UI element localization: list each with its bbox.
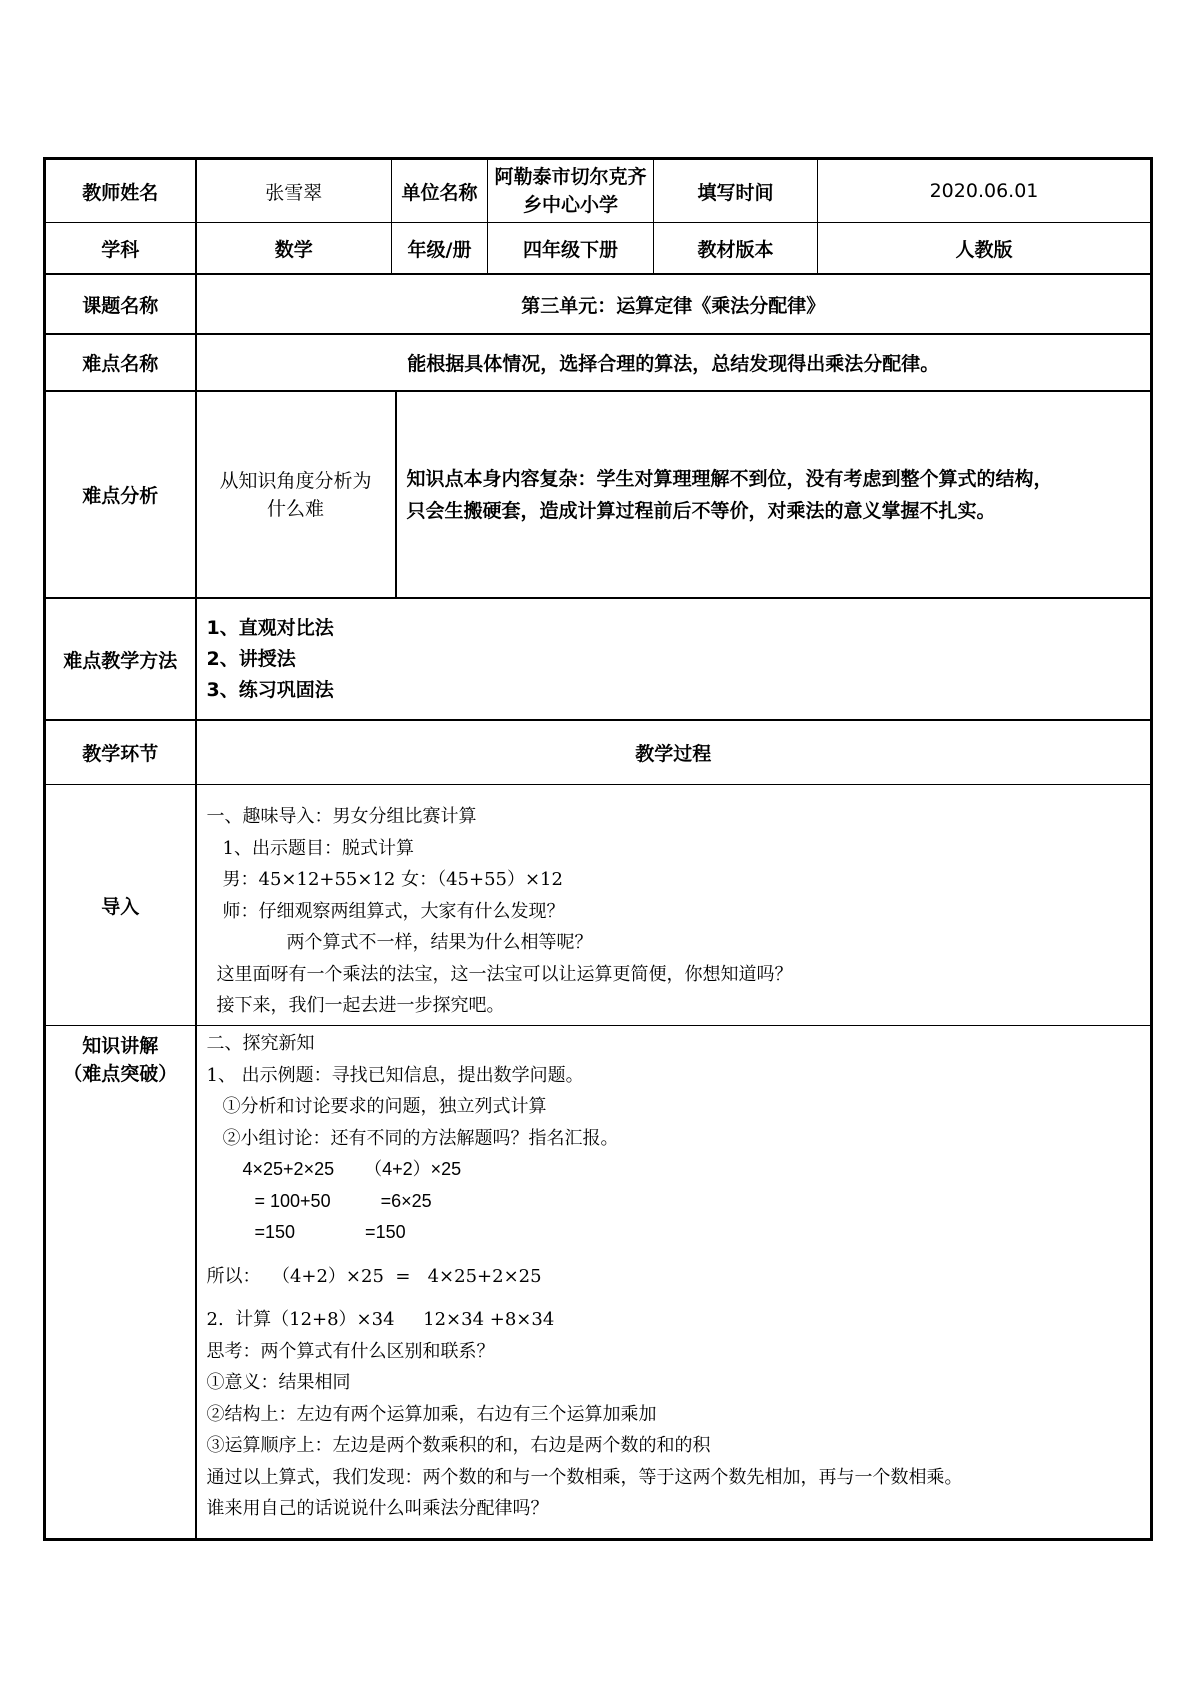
stage-label: 教学环节	[46, 720, 196, 785]
lesson-plan-table	[43, 157, 1153, 1541]
teacher-name-label: 教师姓名	[46, 160, 196, 223]
subject-label: 学科	[46, 223, 196, 275]
method-item: 3、练习巩固法	[206, 678, 334, 701]
knowledge-label-line1: 知识讲解	[82, 1035, 159, 1057]
analysis-cell	[196, 391, 1151, 598]
intro-line: 这里面呀有一个乘法的法宝，这一法宝可以让运算更简便，你想知道吗？	[216, 963, 793, 985]
unit-name-line1: 阿勒泰市切尔克齐	[494, 166, 647, 188]
topic-value: 第三单元：运算定律《乘法分配律》	[196, 274, 1151, 334]
unit-name-line2: 乡中心小学	[522, 194, 618, 216]
analysis-text-line1: 知识点本身内容复杂：学生对算理理解不到位，没有考虑到整个算式的结构，	[406, 467, 1053, 490]
methods-label: 难点教学方法	[46, 598, 196, 720]
analysis-text	[397, 392, 1151, 597]
topic-label: 课题名称	[46, 274, 196, 334]
knowledge-line: 2. 计算（12+8）×34 12×34 +8×34	[206, 1309, 555, 1330]
difficulty-value: 能根据具体情况，选择合理的算法，总结发现得出乘法分配律。	[196, 334, 1151, 391]
intro-content	[196, 785, 1151, 1026]
grade-value: 四年级下册	[488, 223, 654, 275]
knowledge-formula: 4×25+2×25 （4+2）×25	[242, 1159, 462, 1179]
knowledge-line: 所以： （4+2）×25 = 4×25+2×25	[206, 1265, 542, 1287]
methods-list	[196, 598, 1151, 720]
intro-line: 接下来，我们一起去进一步探究吧。	[216, 995, 505, 1016]
knowledge-line: 1、 出示例题：寻找已知信息，提出数学问题。	[206, 1064, 584, 1086]
knowledge-label-line2: （难点突破）	[63, 1063, 178, 1085]
knowledge-line: 谁来用自己的话说说什么叫乘法分配律吗？	[206, 1498, 549, 1519]
knowledge-line: ①分析和讨论要求的问题，独立列式计算	[222, 1096, 547, 1117]
subject-value: 数学	[196, 223, 392, 275]
knowledge-line: 思考：两个算式有什么区别和联系？	[206, 1340, 495, 1362]
intro-line: 两个算式不一样，结果为什么相等呢？	[286, 932, 593, 953]
analysis-sub-label-line2: 什么难	[266, 497, 324, 520]
knowledge-line: ②小组讨论：还有不同的方法解题吗？指名汇报。	[222, 1127, 619, 1149]
fill-date-value: 2020.06.01	[818, 160, 1151, 223]
knowledge-line: ②结构上：左边有两个运算加乘，右边有三个运算加乘加	[206, 1403, 657, 1425]
intro-line: 师：仔细观察两组算式，大家有什么发现？	[222, 900, 565, 922]
fill-date-label: 填写时间	[654, 160, 818, 223]
knowledge-line: ①意义：结果相同	[206, 1372, 351, 1393]
knowledge-line: 二、探究新知	[206, 1033, 315, 1054]
method-item: 2、讲授法	[206, 647, 296, 670]
analysis-text-line2: 只会生搬硬套，造成计算过程前后不等价，对乘法的意义掌握不扎实。	[406, 499, 996, 522]
analysis-sub-label-line1: 从知识角度分析为	[219, 469, 372, 492]
edition-label: 教材版本	[654, 223, 818, 275]
knowledge-label	[46, 1026, 196, 1539]
knowledge-line: ③运算顺序上：左边是两个数乘积的和，右边是两个数的和的积	[206, 1435, 711, 1456]
intro-label: 导入	[46, 785, 196, 1026]
teacher-name-value: 张雪翠	[196, 160, 392, 223]
knowledge-formula: = 100+50 =6×25	[254, 1190, 432, 1211]
unit-name-label: 单位名称	[392, 160, 488, 223]
knowledge-line: 通过以上算式，我们发现：两个数的和与一个数相乘，等于这两个数先相加，再与一个数相乘。	[206, 1466, 963, 1488]
edition-value: 人教版	[818, 223, 1151, 275]
process-header: 教学过程	[196, 720, 1151, 785]
knowledge-formula: =150 =150	[254, 1222, 406, 1242]
intro-line: 男：45×12+55×12 女：（45+55）×12	[222, 869, 563, 890]
unit-name-value	[488, 160, 654, 223]
grade-label: 年级/册	[392, 223, 488, 275]
intro-line: 一、趣味导入：男女分组比赛计算	[206, 806, 477, 827]
intro-line: 1、出示题目：脱式计算	[222, 837, 414, 859]
difficulty-label: 难点名称	[46, 334, 196, 391]
method-item: 1、直观对比法	[206, 616, 334, 639]
analysis-label: 难点分析	[46, 391, 196, 598]
analysis-sub-label	[197, 392, 397, 597]
knowledge-content	[196, 1026, 1151, 1539]
